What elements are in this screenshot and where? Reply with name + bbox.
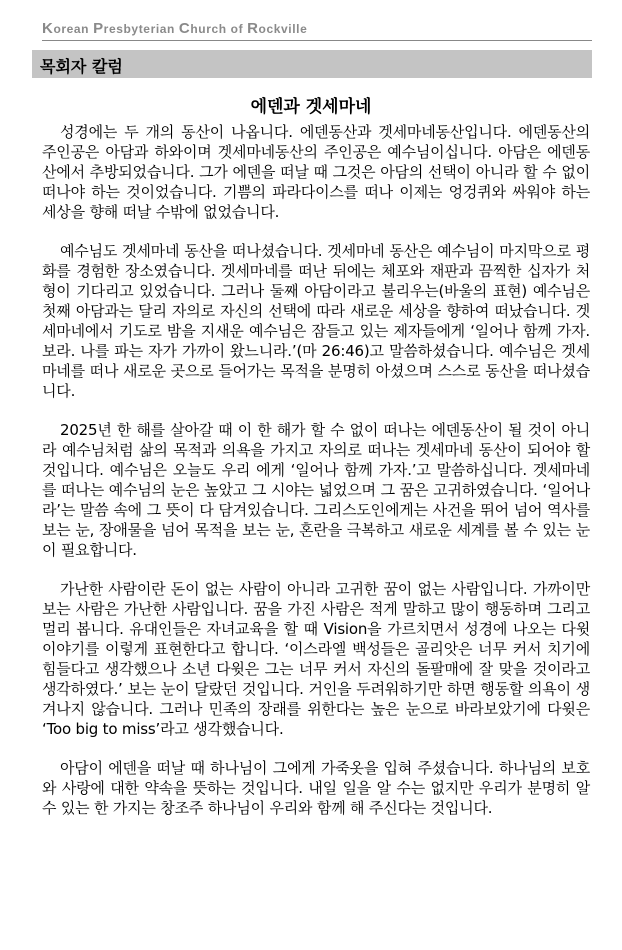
article-title: 에덴과 겟세마네 [250, 97, 372, 117]
article-paragraph: 가난한 사람이란 돈이 없는 사람이 아니라 고귀한 꿈이 없는 사람입니다. 가까이만 보는 사람은 가난한 사람입니다. 꿈을 가진 사람은 적게 말하고 많이 행동하며 그리고 멀리 봅니다. 유대인들은 자녀교육을 할 때 Vision을 가르치면서 성경에 나오는 다윗 이야기를 이렇게 표현한다고 합니다. ‘이스라엘 백성들은 골리앗은 너무 커서 치기에 힘들다고 생각했으나 소년 다윗은 그는 너무 커서 자신의 돌팔매에 잘 맞을 것이라고 생각하였다.’ 보는 눈이 달랐던 것입니다. 거인을 두려워하기만 하면 행동할 의욕이 생겨나지 않습니다. 그러나 민족의 장래를 위한다는 높은 눈으로 바라보았기에 다윗은 ‘Too big to miss’라고 생각했습니다. [42, 580, 590, 738]
masthead-word: of [230, 22, 244, 36]
church-masthead [42, 20, 307, 37]
column-banner [32, 50, 592, 78]
column-title: 목회자 칼럼 [40, 57, 123, 76]
article-body [42, 122, 590, 837]
header-divider [42, 40, 592, 41]
article-paragraph: 아담이 에덴을 떠날 때 하나님이 그에게 가죽옷을 입혀 주셨습니다. 하나님의 보호와 사랑에 대한 약속을 뜻하는 것입니다. 내일 일을 알 수는 없지만 우리가 분명히 알 수 있는 한 가지는 창조주 하나님이 우리와 함께 해 주신다는 것입니다. [42, 759, 590, 817]
masthead-word: Church [178, 20, 227, 37]
article-paragraph: 예수님도 겟세마네 동산을 떠나셨습니다. 겟세마네 동산은 예수님이 마지막으로 평화를 경험한 장소였습니다. 겟세마네를 떠난 뒤에는 체포와 재판과 끔찍한 십자가 처형이 기다리고 있었습니다. 그러나 둘째 아담이라고 불리우는(바울의 표현) 예수님은 첫째 아담과는 달리 자의로 자신의 선택에 따라 새로운 세상을 향하여 떠났습니다. 겟세마네에서 기도로 밤을 지새운 예수님은 잠들고 있는 제자들에게 ‘일어나 함께 가자. 보라. 나를 파는 자가 가까이 왔느니라.’(마 26:46)고 말씀하셨습니다. 예수님은 겟세마네를 떠나 새로운 곳으로 들어가는 목적을 분명히 아셨으며 스스로 동산을 떠나셨습니다. [42, 242, 590, 400]
masthead-word: Korean [42, 20, 90, 37]
article-paragraph: 2025년 한 해를 살아갈 때 이 한 해가 할 수 없이 떠나는 에덴동산이 될 것이 아니라 예수님처럼 삶의 목적과 의욕을 가지고 자의로 떠나는 겟세마네 동산이 되어야 할 것입니다. 예수님은 오늘도 우리 에게 ‘일어나 함께 가자.’고 말씀하십니다. 겟세마네를 떠나는 예수님의 눈은 높았고 그 시야는 넓었으며 그 꿈은 고귀하였습니다. ‘일어나라’는 말씀 속에 그 뜻이 다 담겨있습니다. 그리스도인에게는 사건을 뛰어 넘어 역사를 보는 눈, 장애물을 넘어 목적을 보는 눈, 혼란을 극복하고 새로운 세계를 볼 수 있는 눈이 필요합니다. [42, 421, 590, 559]
masthead-word: Presbyterian [93, 20, 175, 37]
masthead-word: Rockville [247, 20, 308, 37]
article-paragraph: 성경에는 두 개의 동산이 나옵니다. 에덴동산과 겟세마네동산입니다. 에덴동산의 주인공은 아담과 하와이며 겟세마네동산의 주인공은 예수님이십니다. 아담은 에덴동산에서 추방되었습니다. 그가 에덴을 떠날 때 그것은 아담의 선택이 아니라 할 수 없이 떠나야 하는 것이었습니다. 기쁨의 파라다이스를 떠나 이제는 엉겅퀴와 싸워야 하는 세상을 향해 떠날 수밖에 없었습니다. [42, 123, 590, 221]
